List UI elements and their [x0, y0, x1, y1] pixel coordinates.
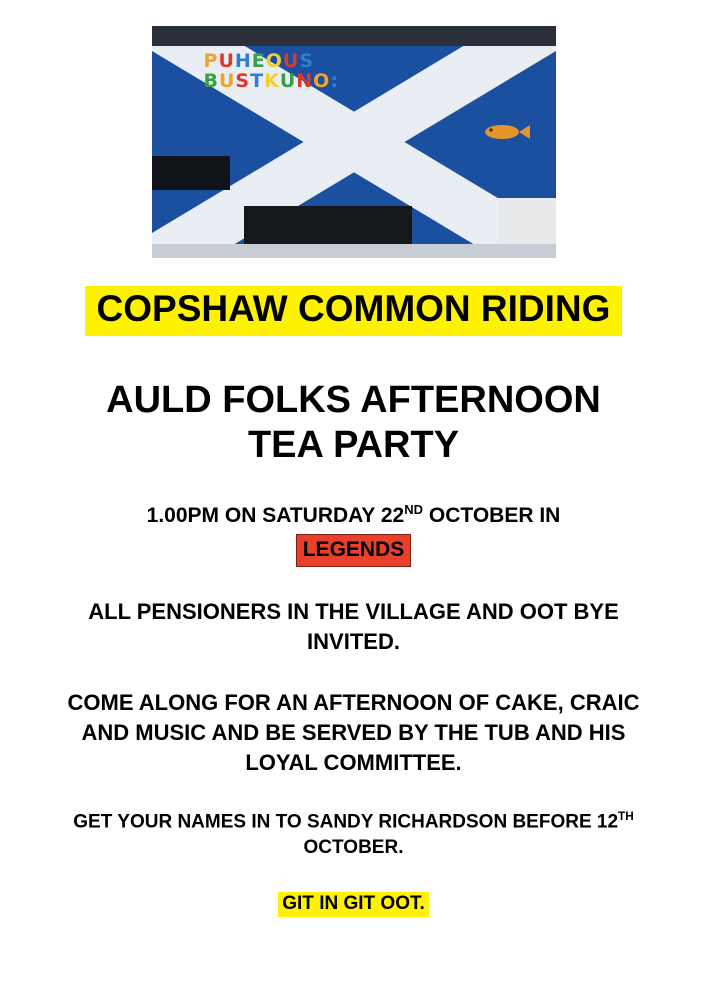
event-datetime-suffix: OCTOBER IN — [423, 504, 561, 528]
headline — [34, 378, 674, 468]
event-venue: LEGENDS — [296, 534, 412, 567]
event-venue-row — [34, 531, 674, 567]
photo-top-strip — [152, 26, 556, 46]
banner-lettering-line-1: PUHEOUS — [203, 50, 315, 72]
photo-dark-patch-left — [152, 156, 230, 190]
event-date-ordinal: ND — [404, 502, 424, 518]
banner-lettering-line-2: BUSTKUNO: — [203, 69, 339, 92]
photo-dark-patch-bottom — [244, 206, 412, 244]
photo-bottom-strip — [152, 244, 556, 258]
event-datetime — [34, 501, 674, 530]
photo-light-patch-right — [498, 198, 556, 244]
event-datetime-prefix: 1.00PM ON SATURDAY 22 — [146, 504, 405, 528]
rsvp-ordinal: TH — [618, 809, 634, 823]
rsvp-suffix: OCTOBER. — [303, 837, 404, 859]
headline-line-2: TEA PARTY — [247, 423, 460, 466]
page-title: COPSHAW COMMON RIDING — [85, 286, 623, 336]
event-details — [34, 501, 674, 567]
fish-icon — [482, 122, 530, 142]
rsvp-prefix: GET YOUR NAMES IN TO SANDY RICHARDSON BEFORE 12 — [73, 811, 619, 833]
rsvp-paragraph — [34, 809, 674, 862]
saltire-flag-image — [152, 26, 556, 258]
banner-lettering — [204, 52, 434, 92]
headline-line-1: AULD FOLKS AFTERNOON — [106, 378, 601, 421]
flag-photo — [152, 26, 556, 258]
invite-paragraph: ALL PENSIONERS IN THE VILLAGE AND OOT BYE INVITED. — [88, 599, 619, 655]
closing-line: GIT IN GIT OOT. — [278, 892, 429, 917]
description-paragraph: COME ALONG FOR AN AFTERNOON OF CAKE, CRAIC AND MUSIC AND BE SERVED BY THE TUB AND HIS LOYAL COMMITTEE. — [67, 689, 640, 776]
